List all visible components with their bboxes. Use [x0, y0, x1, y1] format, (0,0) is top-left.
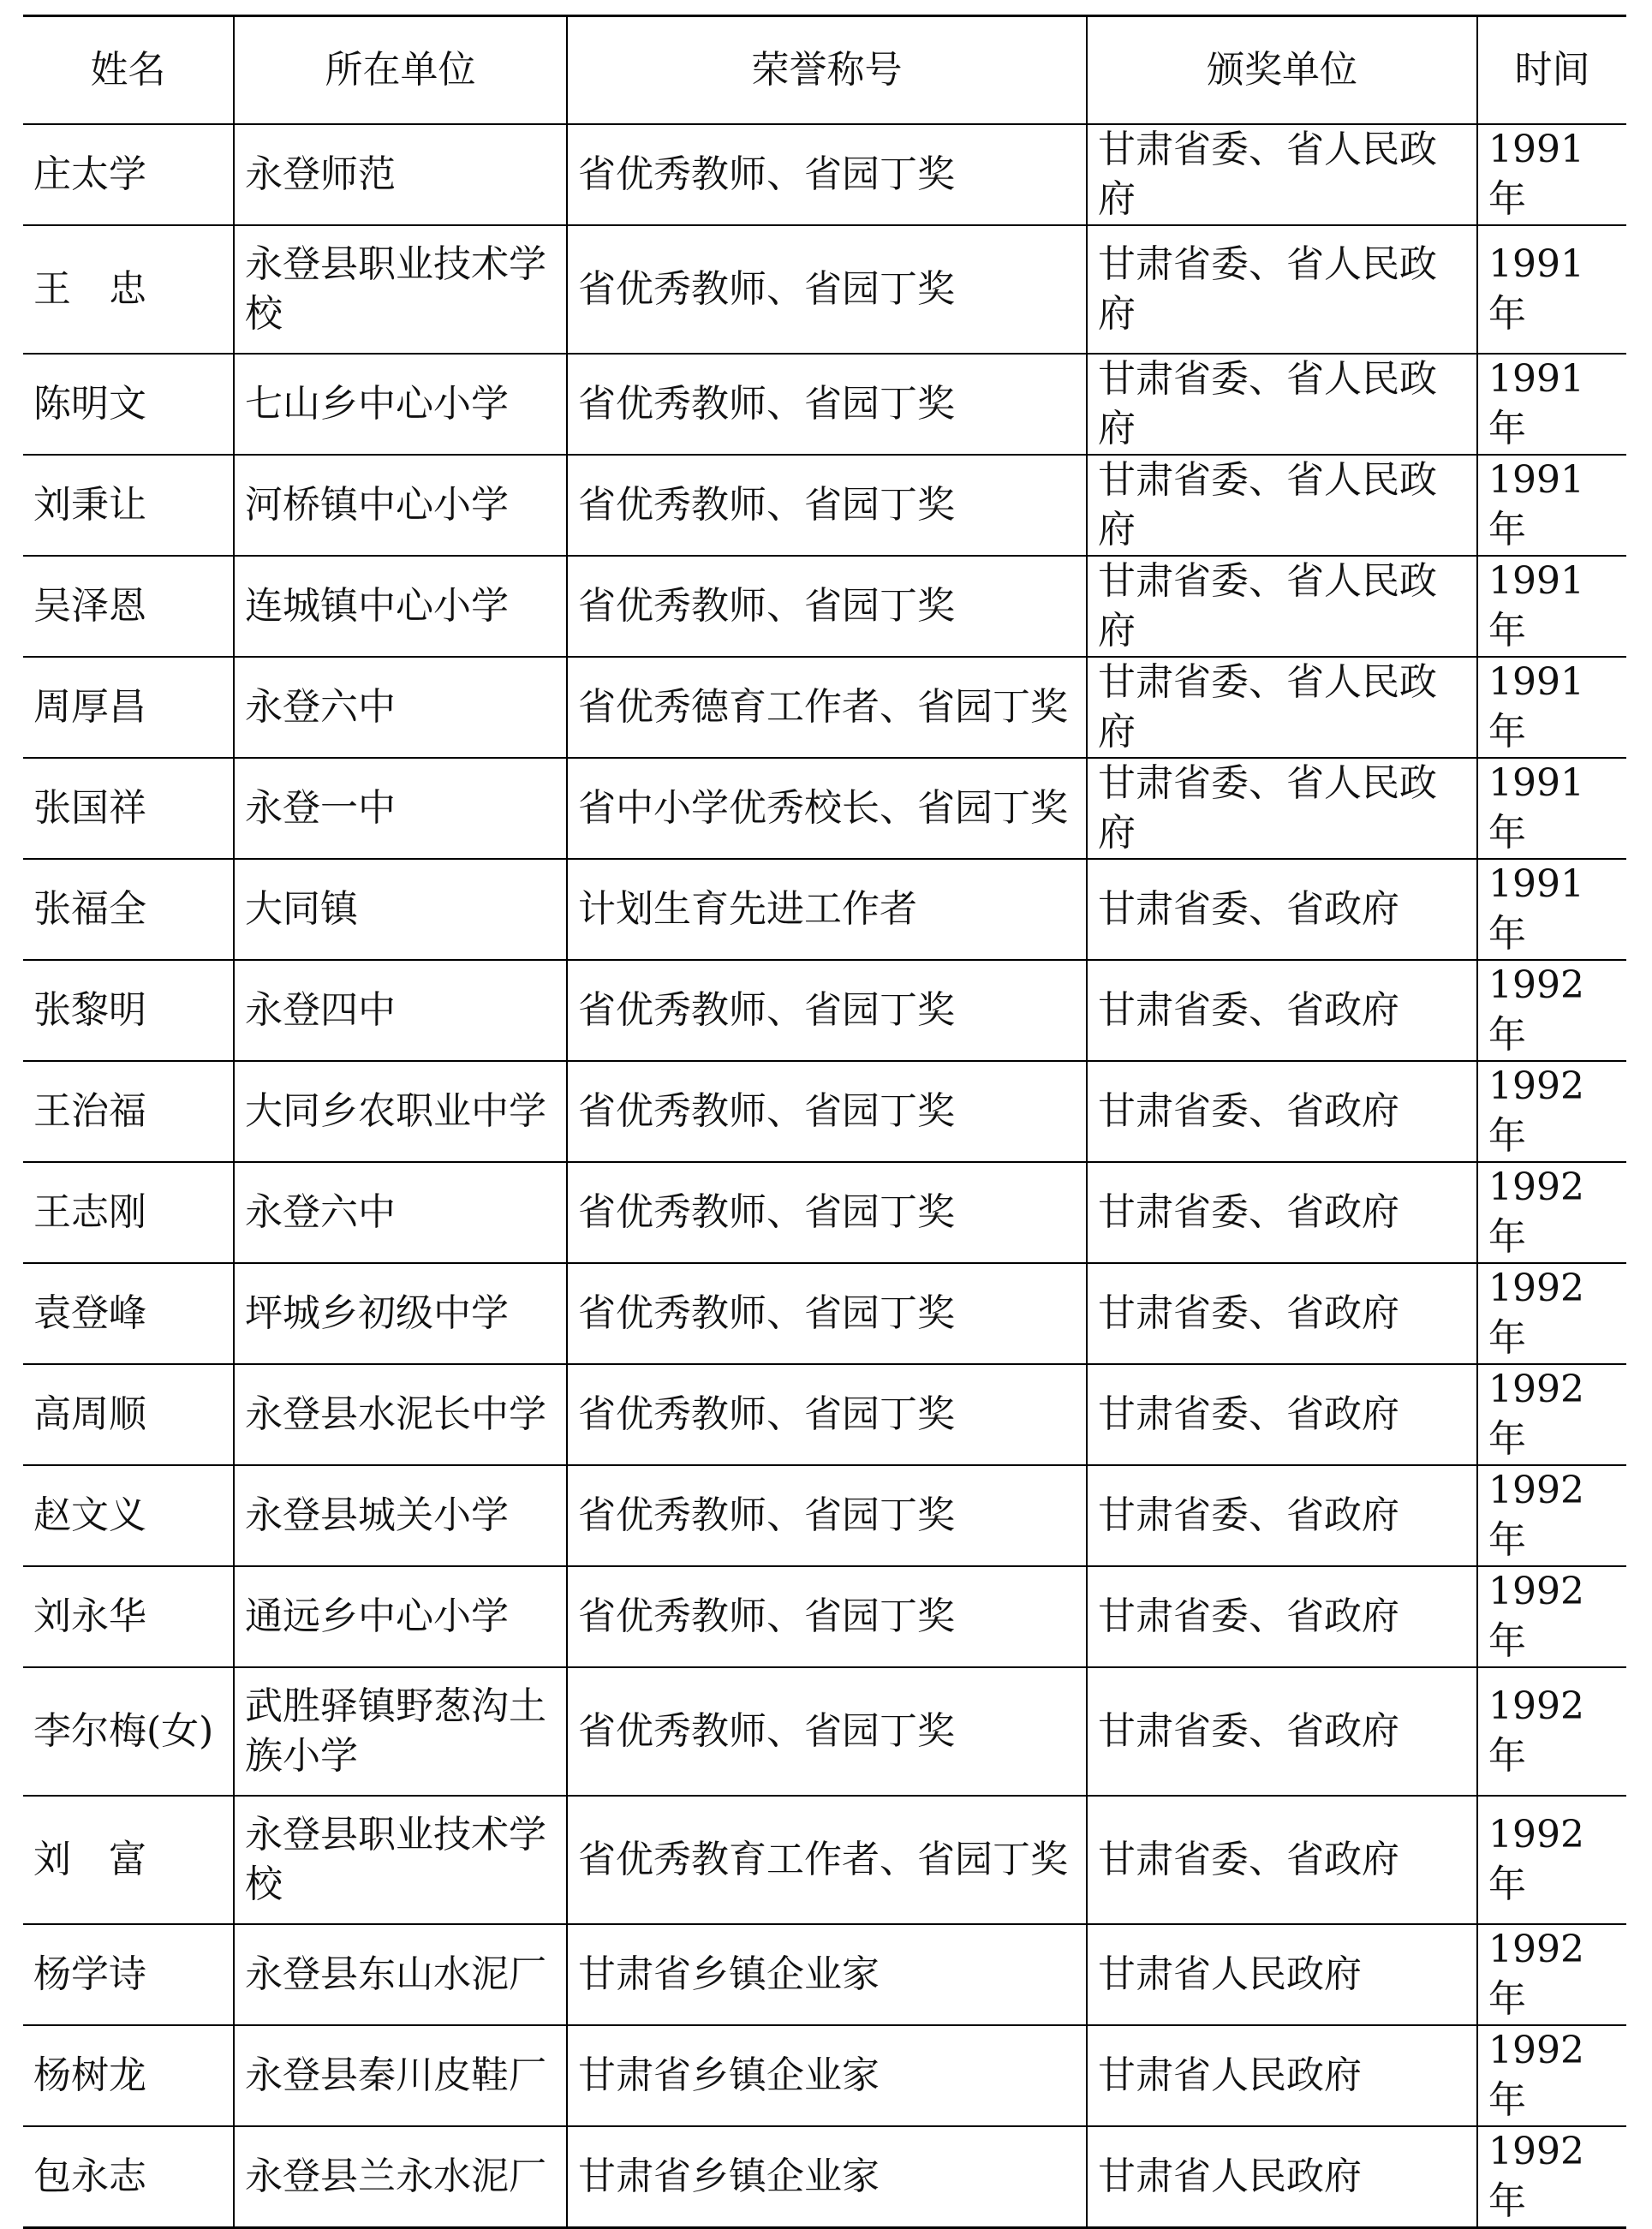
header-issuer: 颁奖单位	[1087, 16, 1477, 124]
honor-cell: 省优秀教师、省园丁奖	[567, 1364, 1087, 1465]
table-row	[23, 960, 1626, 1061]
unit-cell: 河桥镇中心小学	[234, 455, 567, 556]
table-header-row	[23, 16, 1626, 124]
issuer-cell: 甘肃省人民政府	[1087, 1924, 1477, 2025]
honor-cell: 省优秀教师、省园丁奖	[567, 124, 1087, 225]
name-cell: 刘永华	[23, 1566, 234, 1667]
honor-cell: 省优秀教师、省园丁奖	[567, 225, 1087, 354]
name-cell: 赵文义	[23, 1465, 234, 1566]
honor-cell: 省优秀教师、省园丁奖	[567, 354, 1087, 455]
unit-cell: 大同镇	[234, 859, 567, 960]
honor-cell: 甘肃省乡镇企业家	[567, 2126, 1087, 2228]
time-cell: 1991 年	[1477, 556, 1626, 657]
issuer-cell: 甘肃省委、省政府	[1087, 1364, 1477, 1465]
issuer-cell: 甘肃省委、省人民政府	[1087, 225, 1477, 354]
name-cell: 王志刚	[23, 1162, 234, 1263]
time-cell: 1992 年	[1477, 2126, 1626, 2228]
header-name: 姓名	[23, 16, 234, 124]
issuer-cell: 甘肃省委、省政府	[1087, 1465, 1477, 1566]
name-cell: 高周顺	[23, 1364, 234, 1465]
issuer-cell: 甘肃省委、省人民政府	[1087, 124, 1477, 225]
name-cell: 李尔梅(女)	[23, 1667, 234, 1796]
honor-cell: 甘肃省乡镇企业家	[567, 1924, 1087, 2025]
honor-cell: 省优秀教师、省园丁奖	[567, 1263, 1087, 1364]
issuer-cell: 甘肃省委、省政府	[1087, 1263, 1477, 1364]
name-cell: 张国祥	[23, 758, 234, 859]
honor-cell: 计划生育先进工作者	[567, 859, 1087, 960]
table-row	[23, 1364, 1626, 1465]
honor-cell: 省优秀教师、省园丁奖	[567, 556, 1087, 657]
header-unit: 所在单位	[234, 16, 567, 124]
table-row	[23, 124, 1626, 225]
unit-cell: 永登县东山水泥厂	[234, 1924, 567, 2025]
issuer-cell: 甘肃省委、省人民政府	[1087, 657, 1477, 758]
unit-cell: 永登县兰永水泥厂	[234, 2126, 567, 2228]
name-cell: 周厚昌	[23, 657, 234, 758]
honor-cell: 省优秀教师、省园丁奖	[567, 455, 1087, 556]
name-cell: 王 忠	[23, 225, 234, 354]
table-row	[23, 1061, 1626, 1162]
name-cell: 吴泽恩	[23, 556, 234, 657]
name-cell: 杨树龙	[23, 2025, 234, 2126]
table-row	[23, 556, 1626, 657]
table-row	[23, 225, 1626, 354]
table-row	[23, 1465, 1626, 1566]
unit-cell: 永登六中	[234, 657, 567, 758]
honor-cell: 省优秀教师、省园丁奖	[567, 1566, 1087, 1667]
unit-cell: 永登县职业技术学校	[234, 1796, 567, 1924]
unit-cell: 永登师范	[234, 124, 567, 225]
unit-cell: 永登县水泥长中学	[234, 1364, 567, 1465]
table-row	[23, 354, 1626, 455]
name-cell: 陈明文	[23, 354, 234, 455]
name-cell: 刘 富	[23, 1796, 234, 1924]
time-cell: 1991 年	[1477, 124, 1626, 225]
time-cell: 1992 年	[1477, 1924, 1626, 2025]
table-row	[23, 1566, 1626, 1667]
honor-cell: 甘肃省乡镇企业家	[567, 2025, 1087, 2126]
table-row	[23, 657, 1626, 758]
unit-cell: 永登六中	[234, 1162, 567, 1263]
table-row	[23, 2025, 1626, 2126]
unit-cell: 武胜驿镇野葱沟土族小学	[234, 1667, 567, 1796]
table-row	[23, 1162, 1626, 1263]
unit-cell: 永登县秦川皮鞋厂	[234, 2025, 567, 2126]
time-cell: 1992 年	[1477, 1796, 1626, 1924]
honor-cell: 省优秀教师、省园丁奖	[567, 1061, 1087, 1162]
table-row	[23, 455, 1626, 556]
issuer-cell: 甘肃省委、省政府	[1087, 1566, 1477, 1667]
time-cell: 1992 年	[1477, 1364, 1626, 1465]
table-row	[23, 1263, 1626, 1364]
unit-cell: 永登四中	[234, 960, 567, 1061]
time-cell: 1991 年	[1477, 225, 1626, 354]
issuer-cell: 甘肃省委、省政府	[1087, 1796, 1477, 1924]
table-row	[23, 859, 1626, 960]
unit-cell: 大同乡农职业中学	[234, 1061, 567, 1162]
issuer-cell: 甘肃省委、省政府	[1087, 1667, 1477, 1796]
name-cell: 袁登峰	[23, 1263, 234, 1364]
name-cell: 刘秉让	[23, 455, 234, 556]
honor-table	[23, 15, 1626, 2229]
unit-cell: 通远乡中心小学	[234, 1566, 567, 1667]
issuer-cell: 甘肃省人民政府	[1087, 2126, 1477, 2228]
table-row	[23, 1667, 1626, 1796]
time-cell: 1991 年	[1477, 758, 1626, 859]
name-cell: 张福全	[23, 859, 234, 960]
time-cell: 1992 年	[1477, 1566, 1626, 1667]
unit-cell: 永登县城关小学	[234, 1465, 567, 1566]
time-cell: 1992 年	[1477, 1465, 1626, 1566]
honor-cell: 省优秀德育工作者、省园丁奖	[567, 657, 1087, 758]
issuer-cell: 甘肃省人民政府	[1087, 2025, 1477, 2126]
table-row	[23, 758, 1626, 859]
issuer-cell: 甘肃省委、省政府	[1087, 1162, 1477, 1263]
table-row	[23, 2126, 1626, 2228]
time-cell: 1991 年	[1477, 859, 1626, 960]
unit-cell: 七山乡中心小学	[234, 354, 567, 455]
name-cell: 庄太学	[23, 124, 234, 225]
issuer-cell: 甘肃省委、省人民政府	[1087, 556, 1477, 657]
issuer-cell: 甘肃省委、省政府	[1087, 859, 1477, 960]
time-cell: 1991 年	[1477, 455, 1626, 556]
time-cell: 1992 年	[1477, 960, 1626, 1061]
honor-cell: 省优秀教育工作者、省园丁奖	[567, 1796, 1087, 1924]
honor-cell: 省优秀教师、省园丁奖	[567, 960, 1087, 1061]
time-cell: 1992 年	[1477, 1162, 1626, 1263]
honor-cell: 省中小学优秀校长、省园丁奖	[567, 758, 1087, 859]
honor-cell: 省优秀教师、省园丁奖	[567, 1162, 1087, 1263]
unit-cell: 永登县职业技术学校	[234, 225, 567, 354]
issuer-cell: 甘肃省委、省人民政府	[1087, 758, 1477, 859]
time-cell: 1992 年	[1477, 2025, 1626, 2126]
name-cell: 张黎明	[23, 960, 234, 1061]
time-cell: 1992 年	[1477, 1263, 1626, 1364]
unit-cell: 连城镇中心小学	[234, 556, 567, 657]
issuer-cell: 甘肃省委、省人民政府	[1087, 455, 1477, 556]
time-cell: 1992 年	[1477, 1667, 1626, 1796]
unit-cell: 永登一中	[234, 758, 567, 859]
honor-cell: 省优秀教师、省园丁奖	[567, 1465, 1087, 1566]
issuer-cell: 甘肃省委、省人民政府	[1087, 354, 1477, 455]
issuer-cell: 甘肃省委、省政府	[1087, 960, 1477, 1061]
name-cell: 包永志	[23, 2126, 234, 2228]
honor-cell: 省优秀教师、省园丁奖	[567, 1667, 1087, 1796]
issuer-cell: 甘肃省委、省政府	[1087, 1061, 1477, 1162]
header-honor: 荣誉称号	[567, 16, 1087, 124]
table-body	[23, 124, 1626, 2228]
table-row	[23, 1796, 1626, 1924]
time-cell: 1992 年	[1477, 1061, 1626, 1162]
table-row	[23, 1924, 1626, 2025]
name-cell: 王治福	[23, 1061, 234, 1162]
header-time: 时间	[1477, 16, 1626, 124]
name-cell: 杨学诗	[23, 1924, 234, 2025]
time-cell: 1991 年	[1477, 354, 1626, 455]
unit-cell: 坪城乡初级中学	[234, 1263, 567, 1364]
time-cell: 1991 年	[1477, 657, 1626, 758]
